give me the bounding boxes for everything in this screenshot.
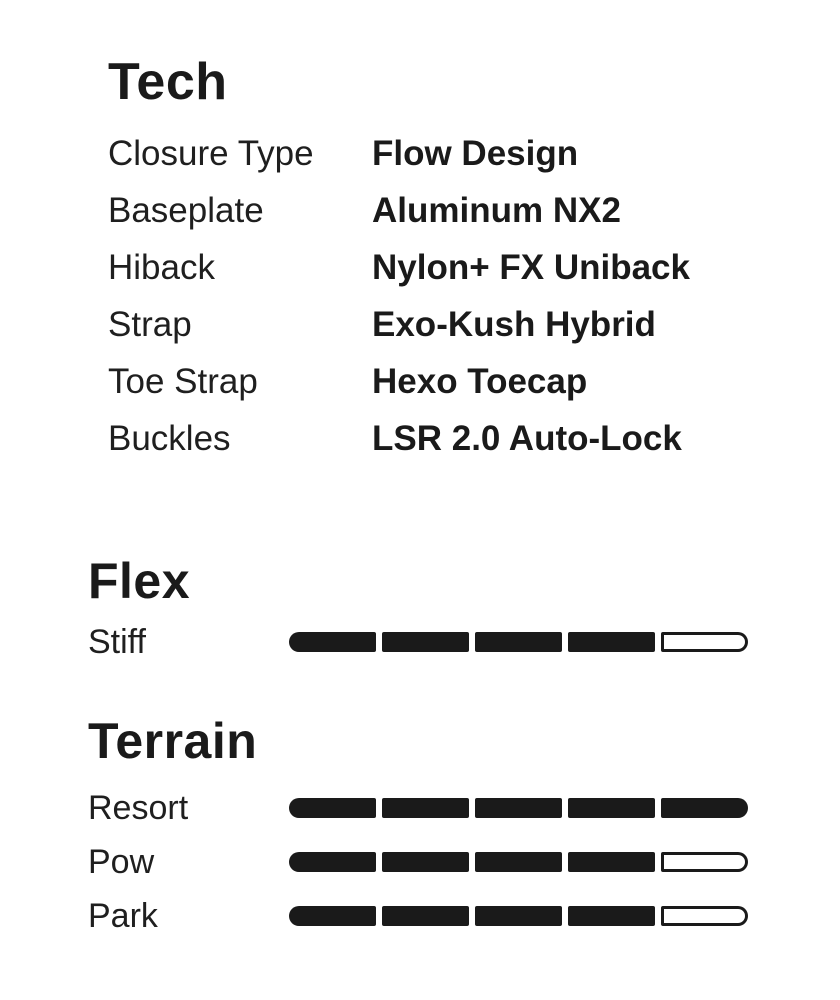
spec-value: Nylon+ FX Uniback: [372, 247, 690, 287]
spec-label: Toe Strap: [108, 361, 258, 401]
rating-row: [88, 835, 840, 889]
spec-label: Hiback: [108, 247, 215, 287]
flex-rating-bar: [289, 632, 748, 652]
rating-segment: [382, 632, 469, 652]
spec-table: [108, 125, 840, 467]
spec-row: [108, 239, 840, 296]
tech-section-title: Tech: [108, 53, 228, 111]
flex-rating-rows: [88, 620, 840, 664]
rating-label: Pow: [88, 842, 155, 881]
rating-segment: [568, 632, 655, 652]
rating-segment: [661, 852, 748, 872]
spec-label: Buckles: [108, 418, 231, 458]
rating-segment: [568, 798, 655, 818]
rating-row: [88, 889, 840, 943]
spec-label: Closure Type: [108, 133, 314, 173]
spec-row: [108, 353, 840, 410]
spec-value: Aluminum NX2: [372, 190, 621, 230]
flex-section: [0, 554, 840, 664]
rating-segment: [289, 906, 376, 926]
rating-segment: [475, 906, 562, 926]
rating-segment: [475, 632, 562, 652]
spec-row: [108, 410, 840, 467]
rating-segment: [289, 798, 376, 818]
terrain-rating-bar: [289, 798, 748, 818]
tech-section: [0, 0, 840, 467]
rating-segment: [661, 906, 748, 926]
terrain-rating-bar: [289, 906, 748, 926]
spec-row: [108, 296, 840, 353]
spec-row: [108, 125, 840, 182]
spec-label: Baseplate: [108, 190, 264, 230]
spec-value: Exo-Kush Hybrid: [372, 304, 656, 344]
rating-segment: [382, 906, 469, 926]
rating-segment: [475, 852, 562, 872]
rating-segment: [568, 906, 655, 926]
terrain-section: [0, 714, 840, 943]
rating-segment: [568, 852, 655, 872]
rating-segment: [382, 852, 469, 872]
terrain-rating-bar: [289, 852, 748, 872]
rating-segment: [382, 798, 469, 818]
rating-label: Resort: [88, 788, 189, 827]
rating-row: [88, 620, 840, 664]
rating-label: Stiff: [88, 622, 146, 661]
rating-segment: [661, 632, 748, 652]
flex-section-title: Flex: [88, 553, 191, 609]
spec-row: [108, 182, 840, 239]
rating-segment: [289, 632, 376, 652]
spec-value: Hexo Toecap: [372, 361, 588, 401]
terrain-section-title: Terrain: [88, 713, 258, 769]
spec-value: Flow Design: [372, 133, 579, 173]
rating-segment: [661, 798, 748, 818]
rating-label: Park: [88, 896, 158, 935]
spec-value: LSR 2.0 Auto-Lock: [372, 418, 682, 458]
rating-segment: [289, 852, 376, 872]
spec-label: Strap: [108, 304, 192, 344]
rating-segment: [475, 798, 562, 818]
terrain-rating-rows: [88, 781, 840, 943]
rating-row: [88, 781, 840, 835]
